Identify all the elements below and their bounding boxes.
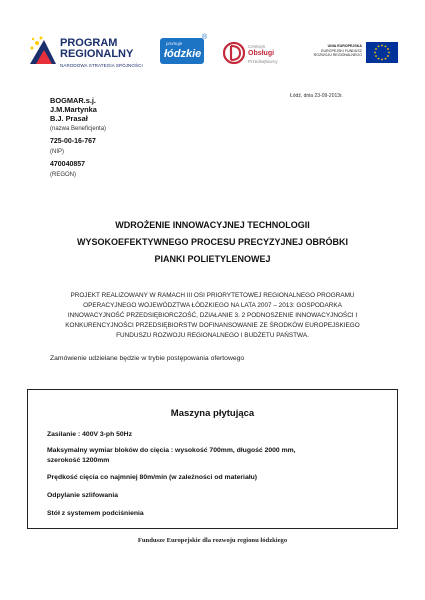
- project-line-2: OPERACYJNEGO WOJEWÓDZTWA ŁÓDZKIEGO NA LATA 2007 – 2013: GOSPODARKA: [83, 302, 342, 309]
- regon-value: 470040857: [50, 161, 86, 168]
- centrum-word: Centrum: [248, 44, 266, 49]
- spec-power: Zasilanie : 400V 3-ph 50Hz: [47, 431, 132, 438]
- ue-line1: UNIA EUROPEJSKA: [327, 44, 362, 48]
- document-date: Łódź, dnia 23-09-2013r.: [290, 93, 343, 99]
- regionalny-word: REGIONALNY: [60, 48, 134, 60]
- spec-max-dimensions: [47, 446, 296, 466]
- spec-max-dimensions-line-2: szerokość 1200mm: [47, 457, 110, 464]
- project-line-1: PROJEKT REALIZOWANY W RAMACH III OSI PRIORYTETOWEJ REGIONALNEGO PROGRAMU: [70, 292, 355, 299]
- obslugi-word: Obsługi: [248, 50, 275, 57]
- spec-cutting-speed: Prędkość cięcia co najmniej 80m/min (w zależności od materiału): [47, 474, 258, 481]
- project-line-5: FUNDUSZU ROZWOJU REGIONALNEGO I BUDŻETU PAŃSTWA.: [116, 332, 309, 339]
- project-line-3: INNOWACYJNOŚĆ PRZEDSIĘBIORCZOŚĆ, DZIAŁANIE 3. 2 PODNOSZENIE INNOWACYJNOŚCI I: [67, 312, 358, 319]
- program-tagline: NARODOWA STRATEGIA SPÓJNOŚCI: [60, 63, 143, 68]
- footer-text: Fundusze Europejskie dla rozwoju regionu łódzkiego: [137, 537, 288, 544]
- beneficiary-block: [50, 96, 106, 180]
- nip-label: (NIP): [50, 149, 64, 155]
- regon-label: (REGON): [50, 172, 76, 178]
- program-regionalny-logo: [28, 30, 153, 76]
- spec-dust-extraction: Odpylanie szlifowania: [47, 492, 119, 499]
- lodzkie-word: łódzkie: [164, 48, 202, 60]
- centrum-obslugi-logo: [223, 40, 293, 68]
- ue-line3: ROZWOJU REGIONALNEGO: [313, 53, 362, 58]
- registered-mark: ®: [202, 34, 208, 41]
- document-title: [0, 217, 425, 268]
- eu-logo: [308, 42, 398, 64]
- beneficiary-person-2: B.J. Prasał: [50, 114, 88, 123]
- program-regionalny-flag-icon: [28, 34, 58, 68]
- beneficiary-name: BOGMAR.s.j.: [50, 96, 96, 105]
- title-line-2: WYSOKOEFEKTYWNEGO PROCESU PRECYZYJNEJ OBRÓBKI: [76, 237, 349, 247]
- centrum-obslugi-icon: [223, 40, 245, 66]
- program-word: PROGRAM: [60, 37, 118, 49]
- project-description: [40, 291, 385, 341]
- eu-flag-icon: [366, 42, 398, 63]
- tender-notice: Zamówienie udzielane będzie w trybie postępowania ofertowego: [50, 355, 245, 362]
- promuje-lodzkie-logo: [160, 34, 208, 66]
- spec-vacuum-table: Stół z systemem podciśnienia: [47, 510, 144, 517]
- nip-value: 725-00-16-767: [50, 138, 96, 145]
- promuje-word: promuje: [166, 41, 183, 46]
- beneficiary-label: (nazwa Beneficjenta): [50, 126, 107, 132]
- project-line-4: KONKURENCYJNOŚCI PRZEDSIĘBIORSTW DOFINANSOWANIE ZE ŚRODKÓW EUROPEJSKIEGO: [65, 322, 360, 329]
- ue-line2: EUROPEJSKI FUNDUSZ: [321, 48, 362, 53]
- beneficiary-person-1: J.M.Martynka: [50, 105, 97, 114]
- title-line-3: PIANKI POLIETYLENOWEJ: [154, 254, 271, 264]
- machine-title: Maszyna płytująca: [170, 408, 255, 419]
- przedsiebiorcy-word: Przedsiębiorcy: [248, 59, 278, 64]
- title-line-1: WDROŻENIE INNOWACYJNEJ TECHNOLOGII: [115, 220, 310, 230]
- spec-max-dimensions-line-1: Maksymalny wymiar bloków do cięcia : wysokość 700mm, długość 2000 mm,: [47, 447, 296, 454]
